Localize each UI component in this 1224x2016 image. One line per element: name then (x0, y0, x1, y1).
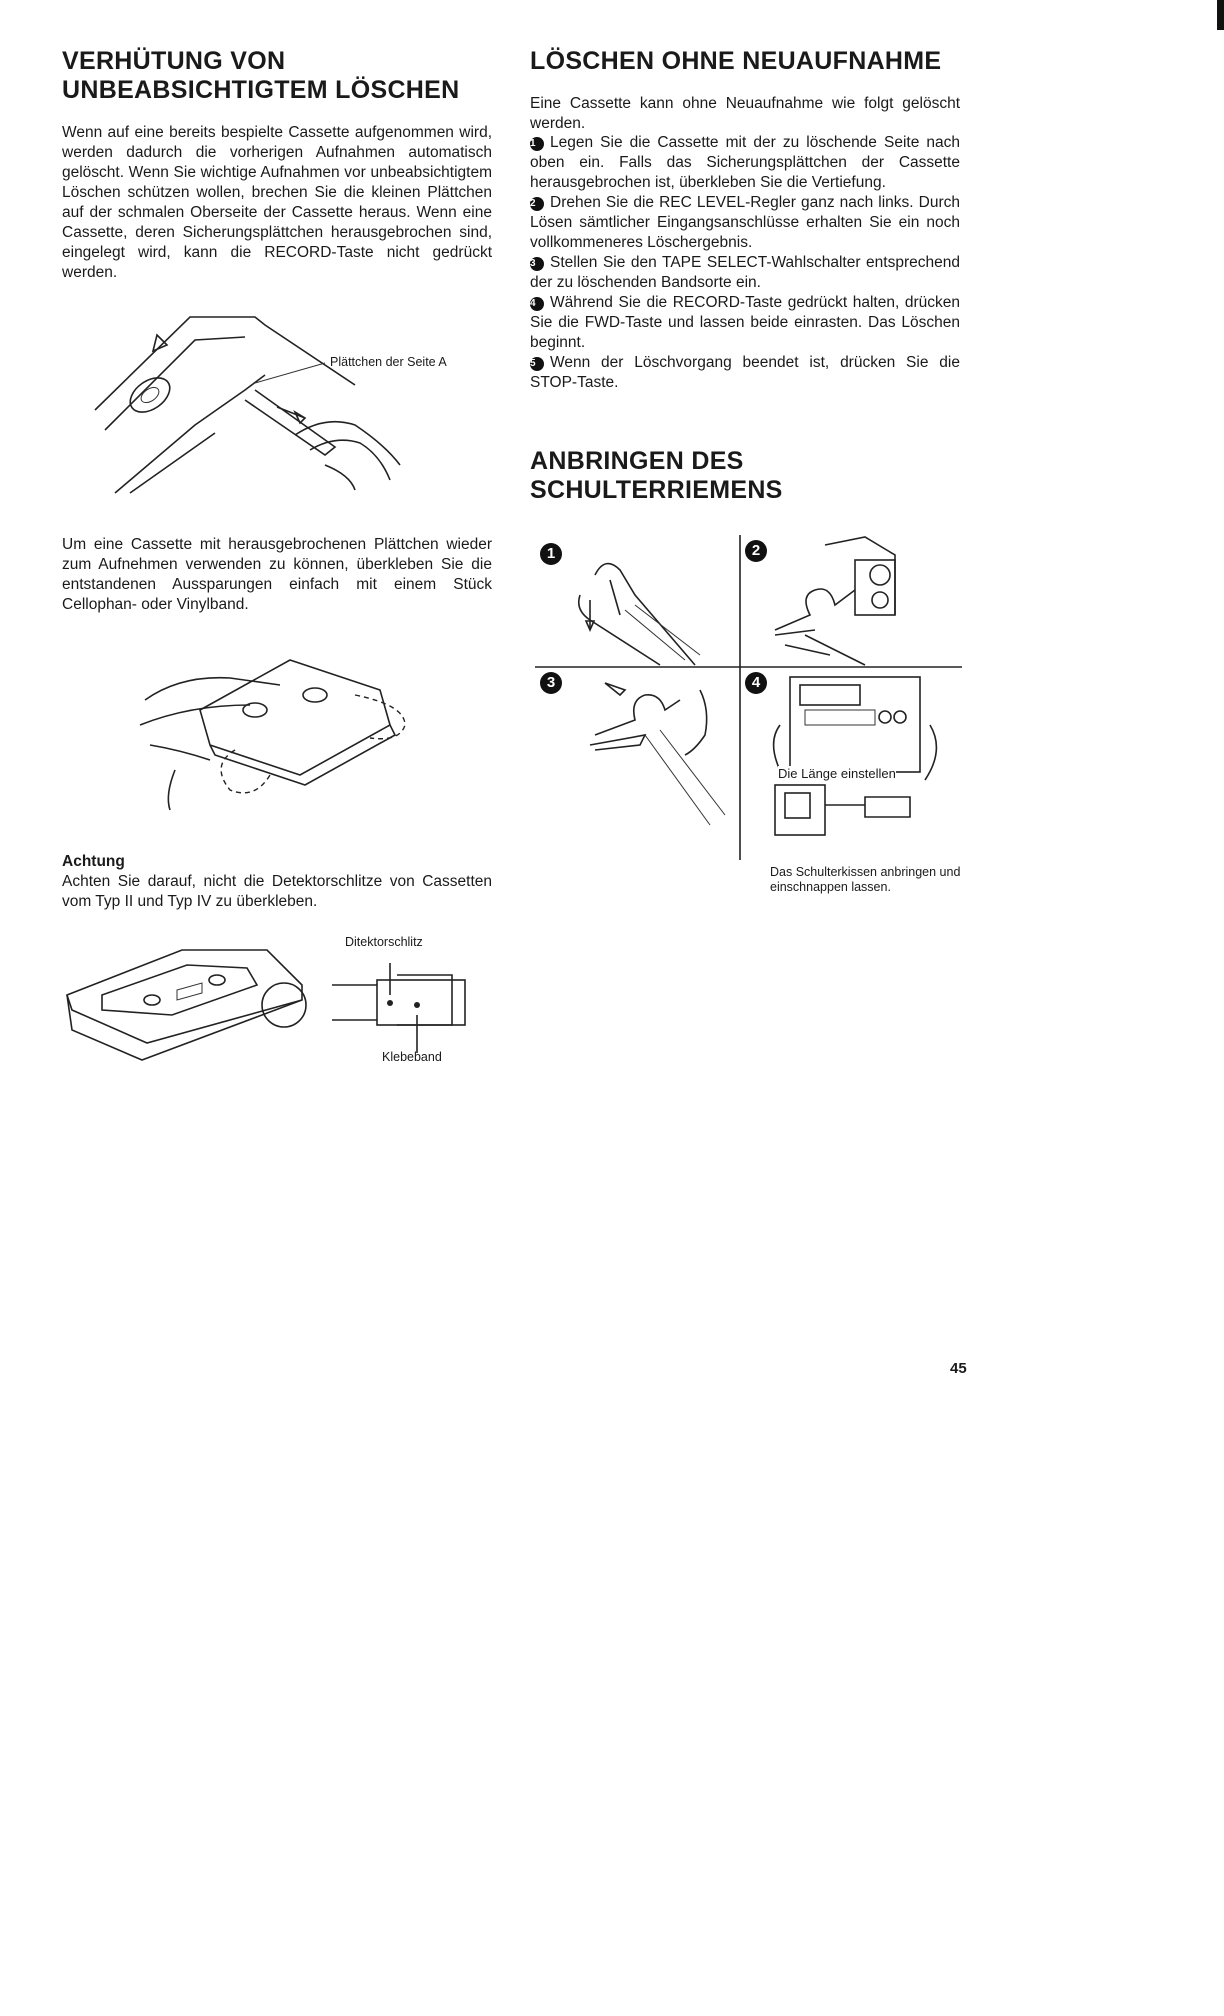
section-heading-strap (530, 447, 960, 505)
figure-tape-over-drawing (140, 650, 420, 810)
figure-strap-drawing (535, 535, 965, 865)
tape-label: Klebeband (382, 1050, 442, 1064)
caution-title: Achtung (62, 853, 125, 870)
panel-number-badge: 4 (745, 672, 767, 694)
figure-detector-slit (62, 935, 482, 1075)
figure-detector-slit-drawing (62, 935, 482, 1065)
erase-step (530, 193, 960, 253)
step-number-badge: 2 (530, 197, 544, 211)
section-heading-erase: LÖSCHEN OHNE NEUAUFNAHME (530, 47, 942, 75)
paragraph-erase-intro: Eine Cassette kann ohne Neuaufnahme wie folgt gelöscht werden. (530, 95, 960, 132)
step-text: Drehen Sie die REC LEVEL-Regler ganz nach links. Durch Lösen sämtlicher Eingangsanschlüsse erhalten Sie ein noch vollkommeneres Löschergebnis. (530, 194, 960, 251)
erase-step (530, 353, 960, 393)
heading-line: SCHULTERRIEMENS (530, 476, 783, 504)
caution-text: Achten Sie darauf, nicht die Detektorschlitze von Cassetten vom Typ II und Typ IV zu überkleben. (62, 873, 492, 910)
erase-step (530, 293, 960, 353)
section-heading-prevent-erase (62, 47, 482, 105)
step-number-badge: 3 (530, 257, 544, 271)
adjust-length-label: Die Länge einstellen (778, 766, 896, 781)
step-text: Legen Sie die Cassette mit der zu löschende Seite nach oben ein. Falls das Sicherungsplättchen der Cassette herausgebrochen ist, überkleben Sie die Vertiefung. (530, 134, 960, 191)
strap-caption: Das Schulterkissen anbringen und einschnappen lassen. (770, 865, 961, 894)
erase-steps-list (530, 133, 960, 393)
step-text: Während Sie die RECORD-Taste gedrückt halten, drücken Sie die FWD-Taste und lassen beide einrasten. Das Löschen beginnt. (530, 294, 960, 351)
panel-number-badge: 2 (745, 540, 767, 562)
heading-line: UNBEABSICHTIGTEM LÖSCHEN (62, 76, 460, 104)
figure-tape-over (140, 650, 420, 810)
figure-break-tab-drawing (95, 315, 495, 495)
detector-slit-label: Ditektorschlitz (345, 935, 423, 949)
tab-side-a-label: Plättchen der Seite A (330, 355, 447, 369)
figure-strap-steps (535, 535, 965, 865)
panel-number-badge: 3 (540, 672, 562, 694)
panel-number-badge: 1 (540, 543, 562, 565)
step-number-badge: 1 (530, 137, 544, 151)
step-text: Wenn der Löschvorgang beendet ist, drücken Sie die STOP-Taste. (530, 354, 960, 391)
erase-step (530, 133, 960, 193)
figure-break-tab (95, 315, 495, 495)
edge-mark (1217, 0, 1224, 30)
paragraph-intro: Wenn auf eine bereits bespielte Cassette aufgenommen wird, werden dadurch die vorherigen Aufnahmen automatisch gelöscht. Wenn Sie wichtige Aufnahmen vor unbeabsichtigtem Löschen schützen wollen, brechen Sie die kleinen Plättchen auf der schmalen Oberseite der Cassette heraus. Wenn eine Cassette, deren Sicherungsplättchen herausgebrochen sind, eingelegt wird, kann die RECORD-Taste nicht gedrückt werden. (62, 124, 492, 281)
step-number-badge: 4 (530, 297, 544, 311)
step-number-badge: 5 (530, 357, 544, 371)
caution-block (62, 852, 492, 912)
erase-step (530, 253, 960, 293)
page-number: 45 (950, 1360, 967, 1377)
heading-line: VERHÜTUNG VON (62, 47, 286, 75)
heading-line: ANBRINGEN DES (530, 447, 744, 475)
step-text: Stellen Sie den TAPE SELECT-Wahlschalter entsprechend der zu löschenden Bandsorte ein. (530, 254, 960, 291)
paragraph-reuse: Um eine Cassette mit herausgebrochenen Plättchen wieder zum Aufnehmen verwenden zu können, überkleben Sie die entstandenen Aussparungen einfach mit einem Stück Cellophan- oder Vinylband. (62, 536, 492, 613)
